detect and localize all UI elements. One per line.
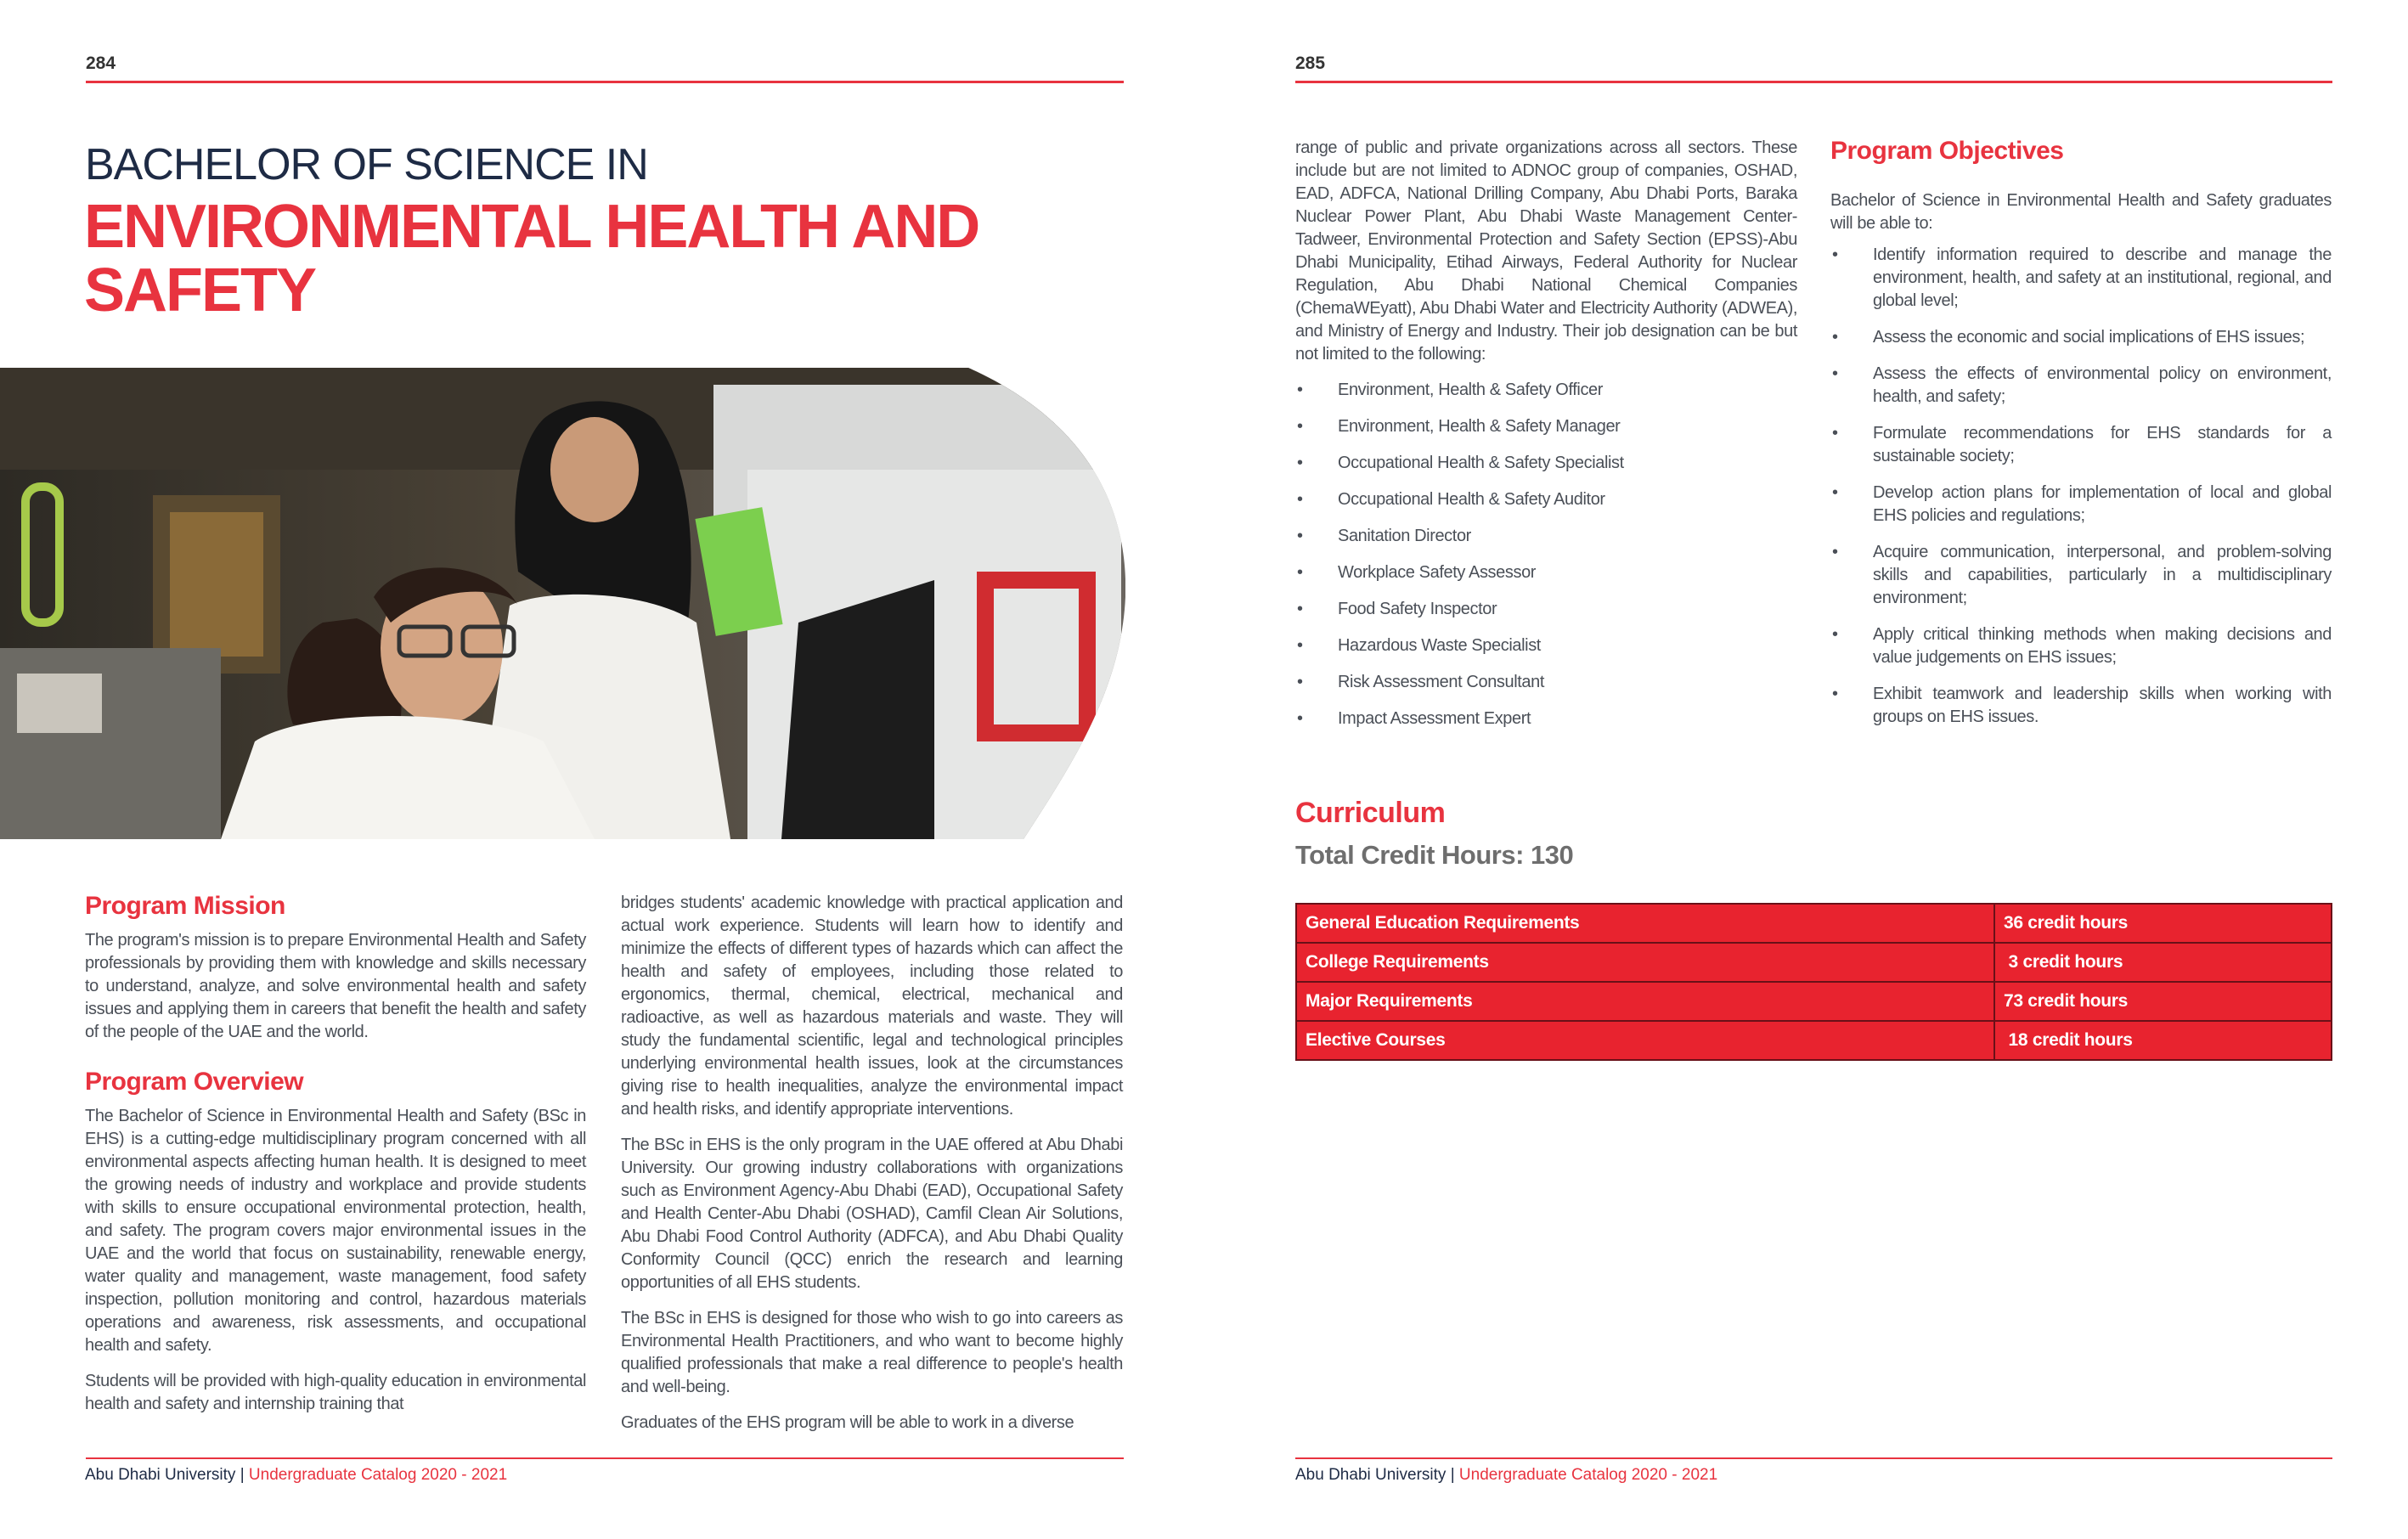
requirement-label: Elective Courses <box>1296 1021 1994 1060</box>
objective-item: • Exhibit teamwork and leadership skills when working with groups on EHS issues. <box>1832 685 2332 726</box>
column-left-2 <box>621 892 1123 1447</box>
header-rule-right <box>1295 81 2332 83</box>
overview-paragraph-4: The BSc in EHS is the only program in the UAE offered at Abu Dhabi University. Our growing industry collaborations with organizations such as Environment Agency-Abu Dhabi (EAD), Occupational Safety and Health Center-Abu Dhabi (OSHAD), Camfil Clean Air Solutions, Abu Dhabi Food Control Authority (ADFCA), and Abu Dhabi Quality Conformity Council (QCC) enrich the research and learning opportunities of all EHS students. <box>621 1136 1123 1292</box>
overview-paragraph-2: Students will be provided with high-quality education in environmental health and safety and internship training that <box>85 1372 586 1413</box>
mission-text-block <box>85 929 586 1044</box>
column-right-2 <box>1830 137 2332 742</box>
requirement-hours: 3 credit hours <box>1994 943 2332 982</box>
footer-rule-left <box>86 1457 1124 1459</box>
footer-catalog: Undergraduate Catalog 2020 - 2021 <box>1458 1466 1718 1484</box>
requirement-label: Major Requirements <box>1296 982 1994 1021</box>
footer-catalog: Undergraduate Catalog 2020 - 2021 <box>248 1466 508 1484</box>
objective-item: • Acquire communication, interpersonal, and problem-solving skills and capabilities, particularly in a multidisciplinary environment; <box>1832 543 2332 607</box>
table-row <box>1296 943 2332 982</box>
footer-left <box>85 1466 507 1485</box>
career-item: • Food Safety Inspector <box>1297 600 1497 618</box>
total-credit-hours: Total Credit Hours: 130 <box>1295 840 1574 870</box>
objective-item: • Identify information required to describe and manage the environment, health, and safety at an institutional, regional, and global level; <box>1832 245 2332 310</box>
employers-text: range of public and private organizations across all sectors. These include but are not limited to ADNOC group of companies, OSHAD, EAD, ADFCA, National Drilling Company, Abu Dhabi Ports, Baraka Nuclear Power Plant, Abu Dhabi Waste Management Center-Tadweer, Environmental Protection and Safety Section (EPSS)-Abu Dhabi Municipality, Etihad Airways, Federal Authority for Nuclear Regulation, Abu Dhabi National Chemical Companies (ChemaWEyatt), Abu Dhabi Water and Electricity Authority (ADWEA), and Ministry of Energy and Industry. Their job designation can be but not limited to the following: <box>1295 138 1797 364</box>
objective-item: • Assess the economic and social implications of EHS issues; <box>1832 328 2305 347</box>
overview-paragraph-1: The Bachelor of Science in Environmental Health and Safety (BSc in EHS) is a cutting-edge multidisciplinary program concerned with all environmental aspects affecting human health. It is designed to meet the growing needs of industry and workplace and provide students with skills to ensure occupational environmental protection, health, and safety. The program covers major environmental issues in the UAE and the world that focus on sustainability, renewable energy, water quality and management, waste management, food safety inspection, pollution monitoring and control, hazardous materials operations and awareness, risk assessments, and occupational health and safety. <box>85 1107 586 1355</box>
career-item: • Occupational Health & Safety Auditor <box>1297 490 1605 509</box>
footer-rule-right <box>1295 1457 2332 1459</box>
career-item: • Hazardous Waste Specialist <box>1297 636 1541 655</box>
objectives-list <box>1830 244 2332 729</box>
title-line-1: ENVIRONMENTAL HEALTH AND <box>84 193 979 261</box>
objective-item: • Formulate recommendations for EHS standards for a sustainable society; <box>1832 424 2332 465</box>
career-item: • Risk Assessment Consultant <box>1297 673 1545 691</box>
requirement-hours: 36 credit hours <box>1994 904 2332 943</box>
page-number-right: 285 <box>1295 54 1326 73</box>
page-number-left: 284 <box>86 54 116 73</box>
career-item: • Impact Assessment Expert <box>1297 709 1531 728</box>
curriculum-heading: Curriculum <box>1295 797 1446 829</box>
column-left-1 <box>85 892 586 1429</box>
column-right-1 <box>1295 137 1797 744</box>
objective-item: • Assess the effects of environmental policy on environment, health, and safety; <box>1832 364 2332 406</box>
career-item: • Environment, Health & Safety Manager <box>1297 417 1621 436</box>
career-item: • Occupational Health & Safety Specialist <box>1297 454 1624 472</box>
overview-paragraph-6: Graduates of the EHS program will be able to work in a diverse <box>621 1413 1074 1432</box>
objective-item: • Apply critical thinking methods when making decisions and value judgements on EHS issues; <box>1832 625 2332 667</box>
career-item: • Environment, Health & Safety Officer <box>1297 381 1604 399</box>
table-row <box>1296 982 2332 1021</box>
footer-right <box>1295 1466 1717 1485</box>
page-title <box>84 195 978 323</box>
employers-text-block <box>1295 137 1797 366</box>
title-prefix: BACHELOR OF SCIENCE IN <box>85 140 648 189</box>
lab-photo <box>0 368 1125 839</box>
objectives-intro-block <box>1830 189 2332 235</box>
curriculum-section <box>1295 797 2332 1061</box>
mission-text: The program's mission is to prepare Environmental Health and Safety professionals by providing them with knowledge and skills necessary to understand, analyze, and solve environmental health and safety issues and applying them in careers that benefit the health and safety of the people of the UAE and the world. <box>85 931 586 1041</box>
curriculum-table <box>1295 903 2332 1061</box>
overview-text-block <box>85 1105 586 1416</box>
overview-heading: Program Overview <box>85 1068 304 1096</box>
footer-org: Abu Dhabi University <box>1295 1466 1446 1484</box>
title-line-2: SAFETY <box>84 256 316 324</box>
overview-paragraph-3: bridges students' academic knowledge with practical application and actual work experience. Students will learn how to identify and minimize the effects of different types of hazards which can affect the health and safety of employees, including those related to ergonomics, thermal, chemical, electrical, mechanical and radioactive, as well as hazardous materials and waste. They will study the fundamental scientific, legal and technological principles underlying environmental health issues, look at the circumstances giving rise to health inequalities, analyze the environmental impact and health risks, and identify appropriate interventions. <box>621 894 1123 1119</box>
requirement-hours: 18 credit hours <box>1994 1021 2332 1060</box>
footer-org: Abu Dhabi University <box>85 1466 236 1484</box>
table-row <box>1296 904 2332 943</box>
lab-photo-illustration <box>0 368 1125 839</box>
career-item: • Workplace Safety Assessor <box>1297 563 1537 582</box>
footer-separator: | <box>1450 1466 1455 1484</box>
requirement-hours: 73 credit hours <box>1994 982 2332 1021</box>
footer-separator: | <box>240 1466 245 1484</box>
header-rule-left <box>86 81 1124 83</box>
requirement-label: General Education Requirements <box>1296 904 1994 943</box>
career-list <box>1295 379 1797 730</box>
objectives-intro: Bachelor of Science in Environmental Health and Safety graduates will be able to: <box>1830 191 2332 233</box>
overview-paragraph-5: The BSc in EHS is designed for those who wish to go into careers as Environmental Health Practitioners, and who want to become highly qualified professionals that make a real difference to people's health and well-being. <box>621 1309 1123 1396</box>
requirement-label: College Requirements <box>1296 943 1994 982</box>
objective-item: • Develop action plans for implementation of local and global EHS policies and regulations; <box>1832 483 2332 525</box>
table-row <box>1296 1021 2332 1060</box>
career-item: • Sanitation Director <box>1297 527 1471 545</box>
mission-heading: Program Mission <box>85 892 285 920</box>
objectives-heading: Program Objectives <box>1830 137 2064 165</box>
